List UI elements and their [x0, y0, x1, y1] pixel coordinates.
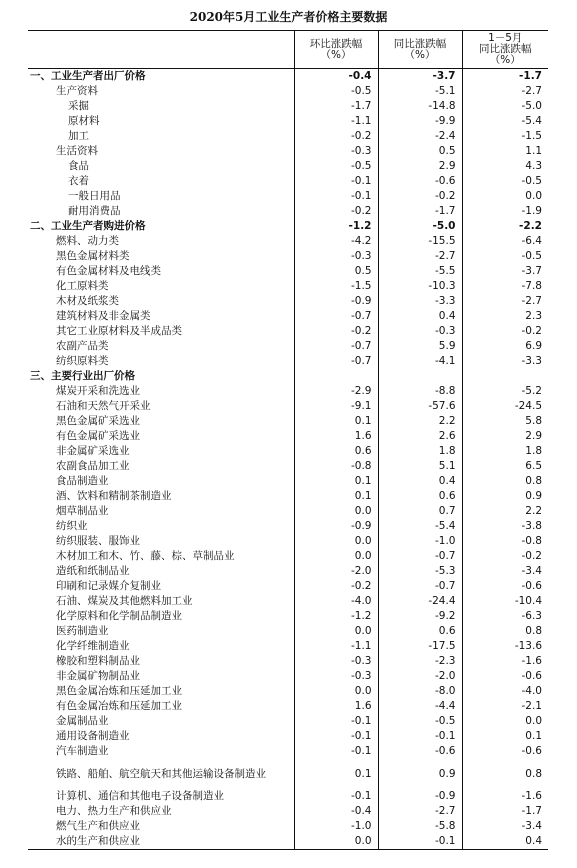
row-yoy-value: 5.9 — [378, 339, 462, 354]
row-mom-value: -0.7 — [294, 339, 378, 354]
header-yoy — [378, 31, 462, 69]
row-ytd-value: 0.4 — [462, 834, 548, 850]
row-mom-value: -1.2 — [294, 609, 378, 624]
row-ytd-value: -0.6 — [462, 579, 548, 594]
row-label: 其它工业原材料及半成品类 — [56, 325, 182, 337]
table-row — [28, 339, 548, 354]
table-header-row — [28, 31, 548, 69]
row-yoy-value: -0.7 — [378, 549, 462, 564]
price-data-table — [28, 30, 548, 850]
row-yoy-value: -5.8 — [378, 819, 462, 834]
row-yoy-value: -5.4 — [378, 519, 462, 534]
row-yoy-value: -2.4 — [378, 129, 462, 144]
row-mom-value: -0.2 — [294, 129, 378, 144]
row-label: 汽车制造业 — [56, 745, 109, 757]
header-ytd-line3: （%） — [489, 54, 521, 66]
table-row — [28, 414, 548, 429]
table-row — [28, 564, 548, 579]
row-label: 原材料 — [68, 115, 100, 127]
row-mom-value: -2.9 — [294, 384, 378, 399]
table-row — [28, 804, 548, 819]
row-mom-value: 0.5 — [294, 264, 378, 279]
header-mom-line1: 环比涨跌幅 — [309, 37, 363, 50]
table-row — [28, 624, 548, 639]
row-yoy-value: -9.9 — [378, 114, 462, 129]
row-mom-value: -0.2 — [294, 579, 378, 594]
table-row — [28, 549, 548, 564]
row-ytd-value: -1.5 — [462, 129, 548, 144]
row-yoy-value: 5.1 — [378, 459, 462, 474]
row-label: 纺织业 — [56, 520, 88, 532]
row-yoy-value: -0.2 — [378, 189, 462, 204]
table-row — [28, 474, 548, 489]
row-ytd-value: 0.9 — [462, 489, 548, 504]
row-yoy-value: -9.2 — [378, 609, 462, 624]
row-yoy-value: -0.5 — [378, 714, 462, 729]
table-row — [28, 714, 548, 729]
row-mom-value: 1.6 — [294, 699, 378, 714]
row-ytd-value: -7.8 — [462, 279, 548, 294]
row-yoy-value: -2.0 — [378, 669, 462, 684]
row-mom-value: 0.0 — [294, 834, 378, 850]
table-row — [28, 129, 548, 144]
row-ytd-value: -0.5 — [462, 174, 548, 189]
row-label: 食品制造业 — [56, 475, 109, 487]
row-ytd-value: 6.5 — [462, 459, 548, 474]
row-yoy-value: -0.6 — [378, 174, 462, 189]
row-mom-value: -1.0 — [294, 819, 378, 834]
row-ytd-value: -6.4 — [462, 234, 548, 249]
row-yoy-value: -17.5 — [378, 639, 462, 654]
row-ytd-value: -10.4 — [462, 594, 548, 609]
row-mom-value: -1.7 — [294, 99, 378, 114]
row-mom-value: -1.1 — [294, 639, 378, 654]
row-label: 建筑材料及非金属类 — [56, 310, 151, 322]
row-yoy-value: -0.9 — [378, 789, 462, 804]
row-ytd-value: -13.6 — [462, 639, 548, 654]
row-label: 黑色金属冶炼和压延加工业 — [56, 685, 182, 697]
row-mom-value: -0.9 — [294, 519, 378, 534]
row-yoy-value: -4.4 — [378, 699, 462, 714]
table-row — [28, 519, 548, 534]
table-row — [28, 204, 548, 219]
row-mom-value: 0.1 — [294, 489, 378, 504]
table-row — [28, 279, 548, 294]
row-label: 纺织服装、服饰业 — [56, 535, 140, 547]
row-ytd-value: -6.3 — [462, 609, 548, 624]
table-row — [28, 789, 548, 804]
row-label: 燃气生产和供应业 — [56, 820, 140, 832]
row-ytd-value: -0.6 — [462, 669, 548, 684]
row-mom-value: -1.5 — [294, 279, 378, 294]
table-row — [28, 489, 548, 504]
table-row — [28, 534, 548, 549]
table-row — [28, 69, 548, 85]
row-yoy-value: 2.6 — [378, 429, 462, 444]
table-row — [28, 654, 548, 669]
table-row — [28, 459, 548, 474]
row-yoy-value — [378, 369, 462, 384]
row-mom-value: -4.0 — [294, 594, 378, 609]
row-label: 化学原料和化学制品制造业 — [56, 610, 182, 622]
row-mom-value: -0.5 — [294, 159, 378, 174]
row-mom-value: -0.2 — [294, 204, 378, 219]
table-row — [28, 639, 548, 654]
row-yoy-value: 0.9 — [378, 759, 462, 789]
row-yoy-value: -0.1 — [378, 729, 462, 744]
row-ytd-value: -3.4 — [462, 564, 548, 579]
row-label: 非金属矿采选业 — [56, 445, 130, 457]
row-label: 有色金属矿采选业 — [56, 430, 140, 442]
table-row — [28, 114, 548, 129]
header-mom — [294, 31, 378, 69]
row-mom-value: -0.7 — [294, 354, 378, 369]
row-yoy-value: -8.8 — [378, 384, 462, 399]
table-row — [28, 684, 548, 699]
header-ytd — [462, 31, 548, 69]
header-ytd-line1: 1－5月 — [488, 32, 523, 44]
row-mom-value: -0.7 — [294, 309, 378, 324]
row-ytd-value: 0.0 — [462, 189, 548, 204]
row-yoy-value: -57.6 — [378, 399, 462, 414]
row-ytd-value: 6.9 — [462, 339, 548, 354]
row-label: 橡胶和塑料制品业 — [56, 655, 140, 667]
row-label: 生产资料 — [56, 85, 98, 97]
row-ytd-value: -2.1 — [462, 699, 548, 714]
row-yoy-value: -2.7 — [378, 249, 462, 264]
row-yoy-value: -2.7 — [378, 804, 462, 819]
row-mom-value: -0.3 — [294, 249, 378, 264]
row-label: 计算机、通信和其他电子设备制造业 — [56, 790, 224, 802]
table-row — [28, 309, 548, 324]
row-yoy-value: -0.6 — [378, 744, 462, 759]
row-label: 化学纤维制造业 — [56, 640, 130, 652]
row-ytd-value: 0.8 — [462, 474, 548, 489]
header-label-column — [28, 31, 294, 69]
row-label: 二、工业生产者购进价格 — [30, 220, 146, 232]
row-mom-value: 0.0 — [294, 534, 378, 549]
row-label: 煤炭开采和洗选业 — [56, 385, 140, 397]
row-mom-value: -1.1 — [294, 114, 378, 129]
table-row — [28, 699, 548, 714]
table-row — [28, 399, 548, 414]
table-row — [28, 429, 548, 444]
row-yoy-value: -14.8 — [378, 99, 462, 114]
row-label: 衣着 — [68, 175, 89, 187]
row-yoy-value: 0.6 — [378, 489, 462, 504]
row-mom-value: -2.0 — [294, 564, 378, 579]
table-row — [28, 384, 548, 399]
row-yoy-value: -5.0 — [378, 219, 462, 234]
table-row — [28, 84, 548, 99]
row-label: 木材加工和木、竹、藤、棕、草制品业 — [56, 550, 235, 562]
row-label: 金属制品业 — [56, 715, 109, 727]
row-yoy-value: -15.5 — [378, 234, 462, 249]
row-label: 农副食品加工业 — [56, 460, 130, 472]
table-row — [28, 99, 548, 114]
row-label: 铁路、船舶、航空航天和其他运输设备制造业 — [56, 767, 266, 780]
row-mom-value: -0.8 — [294, 459, 378, 474]
row-ytd-value: -4.0 — [462, 684, 548, 699]
row-mom-value: -0.5 — [294, 84, 378, 99]
row-yoy-value: -5.1 — [378, 84, 462, 99]
table-row — [28, 579, 548, 594]
row-label: 耐用消费品 — [68, 205, 121, 217]
table-row — [28, 834, 548, 850]
row-label: 医药制造业 — [56, 625, 109, 637]
row-label: 纺织原料类 — [56, 355, 109, 367]
row-mom-value: -0.2 — [294, 324, 378, 339]
table-row — [28, 819, 548, 834]
row-label: 生活资料 — [56, 145, 98, 157]
header-yoy-line2: （%） — [404, 48, 436, 61]
row-yoy-value: -0.1 — [378, 834, 462, 850]
row-ytd-value: -5.2 — [462, 384, 548, 399]
row-mom-value: 0.0 — [294, 624, 378, 639]
row-label: 加工 — [68, 130, 89, 142]
row-mom-value: -0.9 — [294, 294, 378, 309]
row-mom-value: -1.2 — [294, 219, 378, 234]
row-ytd-value: 0.0 — [462, 714, 548, 729]
row-yoy-value: 0.4 — [378, 474, 462, 489]
table-row — [28, 294, 548, 309]
row-mom-value: 0.1 — [294, 759, 378, 789]
row-label: 石油、煤炭及其他燃料加工业 — [56, 595, 193, 607]
header-yoy-line1: 同比涨跌幅 — [393, 37, 447, 50]
row-ytd-value: 0.1 — [462, 729, 548, 744]
row-ytd-value: -0.2 — [462, 549, 548, 564]
row-label: 有色金属材料及电线类 — [56, 265, 161, 277]
table-row — [28, 759, 548, 789]
row-ytd-value: -0.5 — [462, 249, 548, 264]
row-yoy-value: 0.7 — [378, 504, 462, 519]
row-ytd-value: -2.7 — [462, 294, 548, 309]
row-yoy-value: 0.4 — [378, 309, 462, 324]
row-ytd-value: 2.3 — [462, 309, 548, 324]
row-mom-value: -0.3 — [294, 654, 378, 669]
row-yoy-value: -5.5 — [378, 264, 462, 279]
row-ytd-value: -1.9 — [462, 204, 548, 219]
table-body — [28, 69, 548, 850]
row-mom-value: -9.1 — [294, 399, 378, 414]
row-label: 化工原料类 — [56, 280, 109, 292]
row-mom-value: 1.6 — [294, 429, 378, 444]
page-title: 2020年5月工业生产者价格主要数据 — [189, 10, 388, 24]
table-row — [28, 324, 548, 339]
row-yoy-value: -8.0 — [378, 684, 462, 699]
table-row — [28, 444, 548, 459]
row-yoy-value: -1.7 — [378, 204, 462, 219]
row-ytd-value: 4.3 — [462, 159, 548, 174]
row-label: 燃料、动力类 — [56, 235, 119, 247]
row-yoy-value: -3.7 — [378, 69, 462, 85]
table-row — [28, 609, 548, 624]
row-label: 酒、饮料和精制茶制造业 — [56, 490, 172, 502]
row-yoy-value: -24.4 — [378, 594, 462, 609]
row-ytd-value: 0.8 — [462, 759, 548, 789]
row-mom-value: -0.1 — [294, 174, 378, 189]
row-label: 一般日用品 — [68, 190, 121, 202]
table-row — [28, 249, 548, 264]
table-row — [28, 504, 548, 519]
row-label: 造纸和纸制品业 — [56, 565, 130, 577]
row-ytd-value: -1.6 — [462, 654, 548, 669]
row-ytd-value: 2.9 — [462, 429, 548, 444]
row-mom-value: -0.1 — [294, 189, 378, 204]
row-ytd-value: -2.2 — [462, 219, 548, 234]
row-ytd-value: -24.5 — [462, 399, 548, 414]
row-mom-value: -0.1 — [294, 744, 378, 759]
row-label: 食品 — [68, 160, 89, 172]
table-row — [28, 354, 548, 369]
row-label: 木材及纸浆类 — [56, 295, 119, 307]
row-label: 黑色金属矿采选业 — [56, 415, 140, 427]
table-row — [28, 189, 548, 204]
row-ytd-value: -1.7 — [462, 804, 548, 819]
row-label: 非金属矿物制品业 — [56, 670, 140, 682]
row-label: 水的生产和供应业 — [28, 834, 294, 850]
row-mom-value: -0.3 — [294, 669, 378, 684]
row-mom-value: -0.1 — [294, 789, 378, 804]
row-yoy-value: -0.3 — [378, 324, 462, 339]
row-ytd-value — [462, 369, 548, 384]
row-label: 三、主要行业出厂价格 — [30, 370, 135, 382]
row-yoy-value: 1.8 — [378, 444, 462, 459]
row-mom-value: -0.3 — [294, 144, 378, 159]
row-yoy-value: -1.0 — [378, 534, 462, 549]
row-ytd-value: -0.2 — [462, 324, 548, 339]
row-label: 印刷和记录媒介复制业 — [56, 580, 161, 592]
row-ytd-value: -2.7 — [462, 84, 548, 99]
row-mom-value: 0.1 — [294, 414, 378, 429]
row-ytd-value: -0.8 — [462, 534, 548, 549]
table-row — [28, 159, 548, 174]
row-mom-value: -0.4 — [294, 804, 378, 819]
row-ytd-value: -5.4 — [462, 114, 548, 129]
row-yoy-value: -5.3 — [378, 564, 462, 579]
header-ytd-line2: 同比涨跌幅 — [479, 43, 532, 55]
row-mom-value — [294, 369, 378, 384]
row-ytd-value: -5.0 — [462, 99, 548, 114]
row-label: 采掘 — [68, 100, 89, 112]
table-row — [28, 729, 548, 744]
table-row — [28, 174, 548, 189]
table-row — [28, 144, 548, 159]
row-yoy-value: 2.9 — [378, 159, 462, 174]
row-mom-value: -0.1 — [294, 729, 378, 744]
row-ytd-value: -3.4 — [462, 819, 548, 834]
table-row — [28, 369, 548, 384]
header-mom-line2: （%） — [320, 48, 352, 61]
row-label: 一、工业生产者出厂价格 — [30, 70, 146, 82]
row-ytd-value: -3.7 — [462, 264, 548, 279]
row-ytd-value: -3.3 — [462, 354, 548, 369]
table-row — [28, 594, 548, 609]
row-yoy-value: -0.7 — [378, 579, 462, 594]
row-ytd-value: 1.1 — [462, 144, 548, 159]
row-mom-value: -0.1 — [294, 714, 378, 729]
row-ytd-value: 5.8 — [462, 414, 548, 429]
row-mom-value: -4.2 — [294, 234, 378, 249]
row-ytd-value: -1.7 — [462, 69, 548, 85]
table-row — [28, 219, 548, 234]
row-yoy-value: -2.3 — [378, 654, 462, 669]
table-row — [28, 264, 548, 279]
table-row — [28, 669, 548, 684]
row-label: 通用设备制造业 — [56, 730, 130, 742]
row-label: 电力、热力生产和供应业 — [56, 805, 172, 817]
row-mom-value: 0.0 — [294, 504, 378, 519]
row-mom-value: -0.4 — [294, 69, 378, 85]
table-row — [28, 234, 548, 249]
row-mom-value: 0.6 — [294, 444, 378, 459]
row-yoy-value: -4.1 — [378, 354, 462, 369]
row-ytd-value: -1.6 — [462, 789, 548, 804]
table-row — [28, 744, 548, 759]
row-mom-value: 0.0 — [294, 549, 378, 564]
row-yoy-value: -10.3 — [378, 279, 462, 294]
row-label: 黑色金属材料类 — [56, 250, 130, 262]
row-label: 农副产品类 — [56, 340, 109, 352]
row-yoy-value: -3.3 — [378, 294, 462, 309]
row-label: 烟草制品业 — [56, 505, 109, 517]
row-ytd-value: 1.8 — [462, 444, 548, 459]
row-label: 有色金属冶炼和压延加工业 — [56, 700, 182, 712]
row-mom-value: 0.0 — [294, 684, 378, 699]
row-ytd-value: 0.8 — [462, 624, 548, 639]
row-yoy-value: 0.6 — [378, 624, 462, 639]
row-ytd-value: 2.2 — [462, 504, 548, 519]
row-label: 石油和天然气开采业 — [56, 400, 151, 412]
row-yoy-value: 0.5 — [378, 144, 462, 159]
row-ytd-value: -0.6 — [462, 744, 548, 759]
row-mom-value: 0.1 — [294, 474, 378, 489]
row-ytd-value: -3.8 — [462, 519, 548, 534]
row-yoy-value: 2.2 — [378, 414, 462, 429]
